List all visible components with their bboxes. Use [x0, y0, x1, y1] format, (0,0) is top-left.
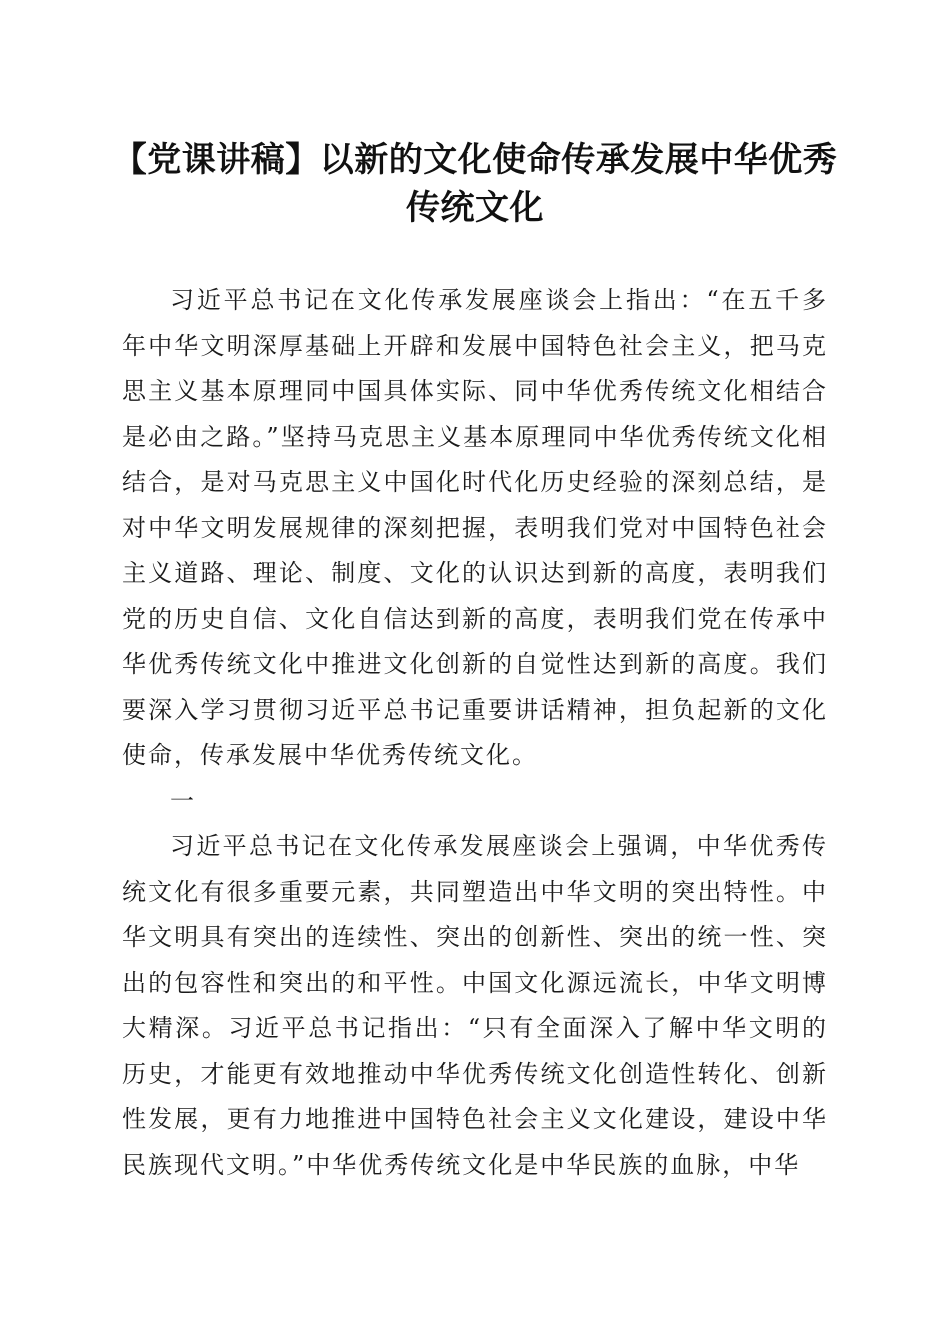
document-body [122, 278, 828, 1188]
paragraph-intro: 习近平总书记在文化传承发展座谈会上指出：“在五千多年中华文明深厚基础上开辟和发展中国特色社会主义，把马克思主义基本原理同中国具体实际、同中华优秀传统文化相结合是必由之路。”坚持马克思主义基本原理同中华优秀传统文化相结合，是对马克思主义中国化时代化历史经验的深刻总结，是对中华文明发展规律的深刻把握，表明我们党对中国特色社会主义道路、理论、制度、文化的认识达到新的高度，表明我们党的历史自信、文化自信达到新的高度，表明我们党在传承中华优秀传统文化中推进文化创新的自觉性达到新的高度。我们要深入学习贯彻习近平总书记重要讲话精神，担负起新的文化使命，传承发展中华优秀传统文化。 [122, 286, 828, 769]
paragraph-section-one: 习近平总书记在文化传承发展座谈会上强调，中华优秀传统文化有很多重要元素，共同塑造出中华文明的突出特性。中华文明具有突出的连续性、突出的创新性、突出的统一性、突出的包容性和突出的和平性。中国文化源远流长，中华文明博大精深。习近平总书记指出：“只有全面深入了解中华文明的历史，才能更有效地推动中华优秀传统文化创造性转化、创新性发展，更有力地推进中国特色社会主义文化建设，建设中华民族现代文明。”中华优秀传统文化是中华民族的血脉，中华 [122, 832, 828, 1179]
document-title: 【党课讲稿】以新的文化使命传承发展中华优秀传统文化 [112, 140, 838, 228]
section-number-one: 一 [170, 786, 196, 815]
